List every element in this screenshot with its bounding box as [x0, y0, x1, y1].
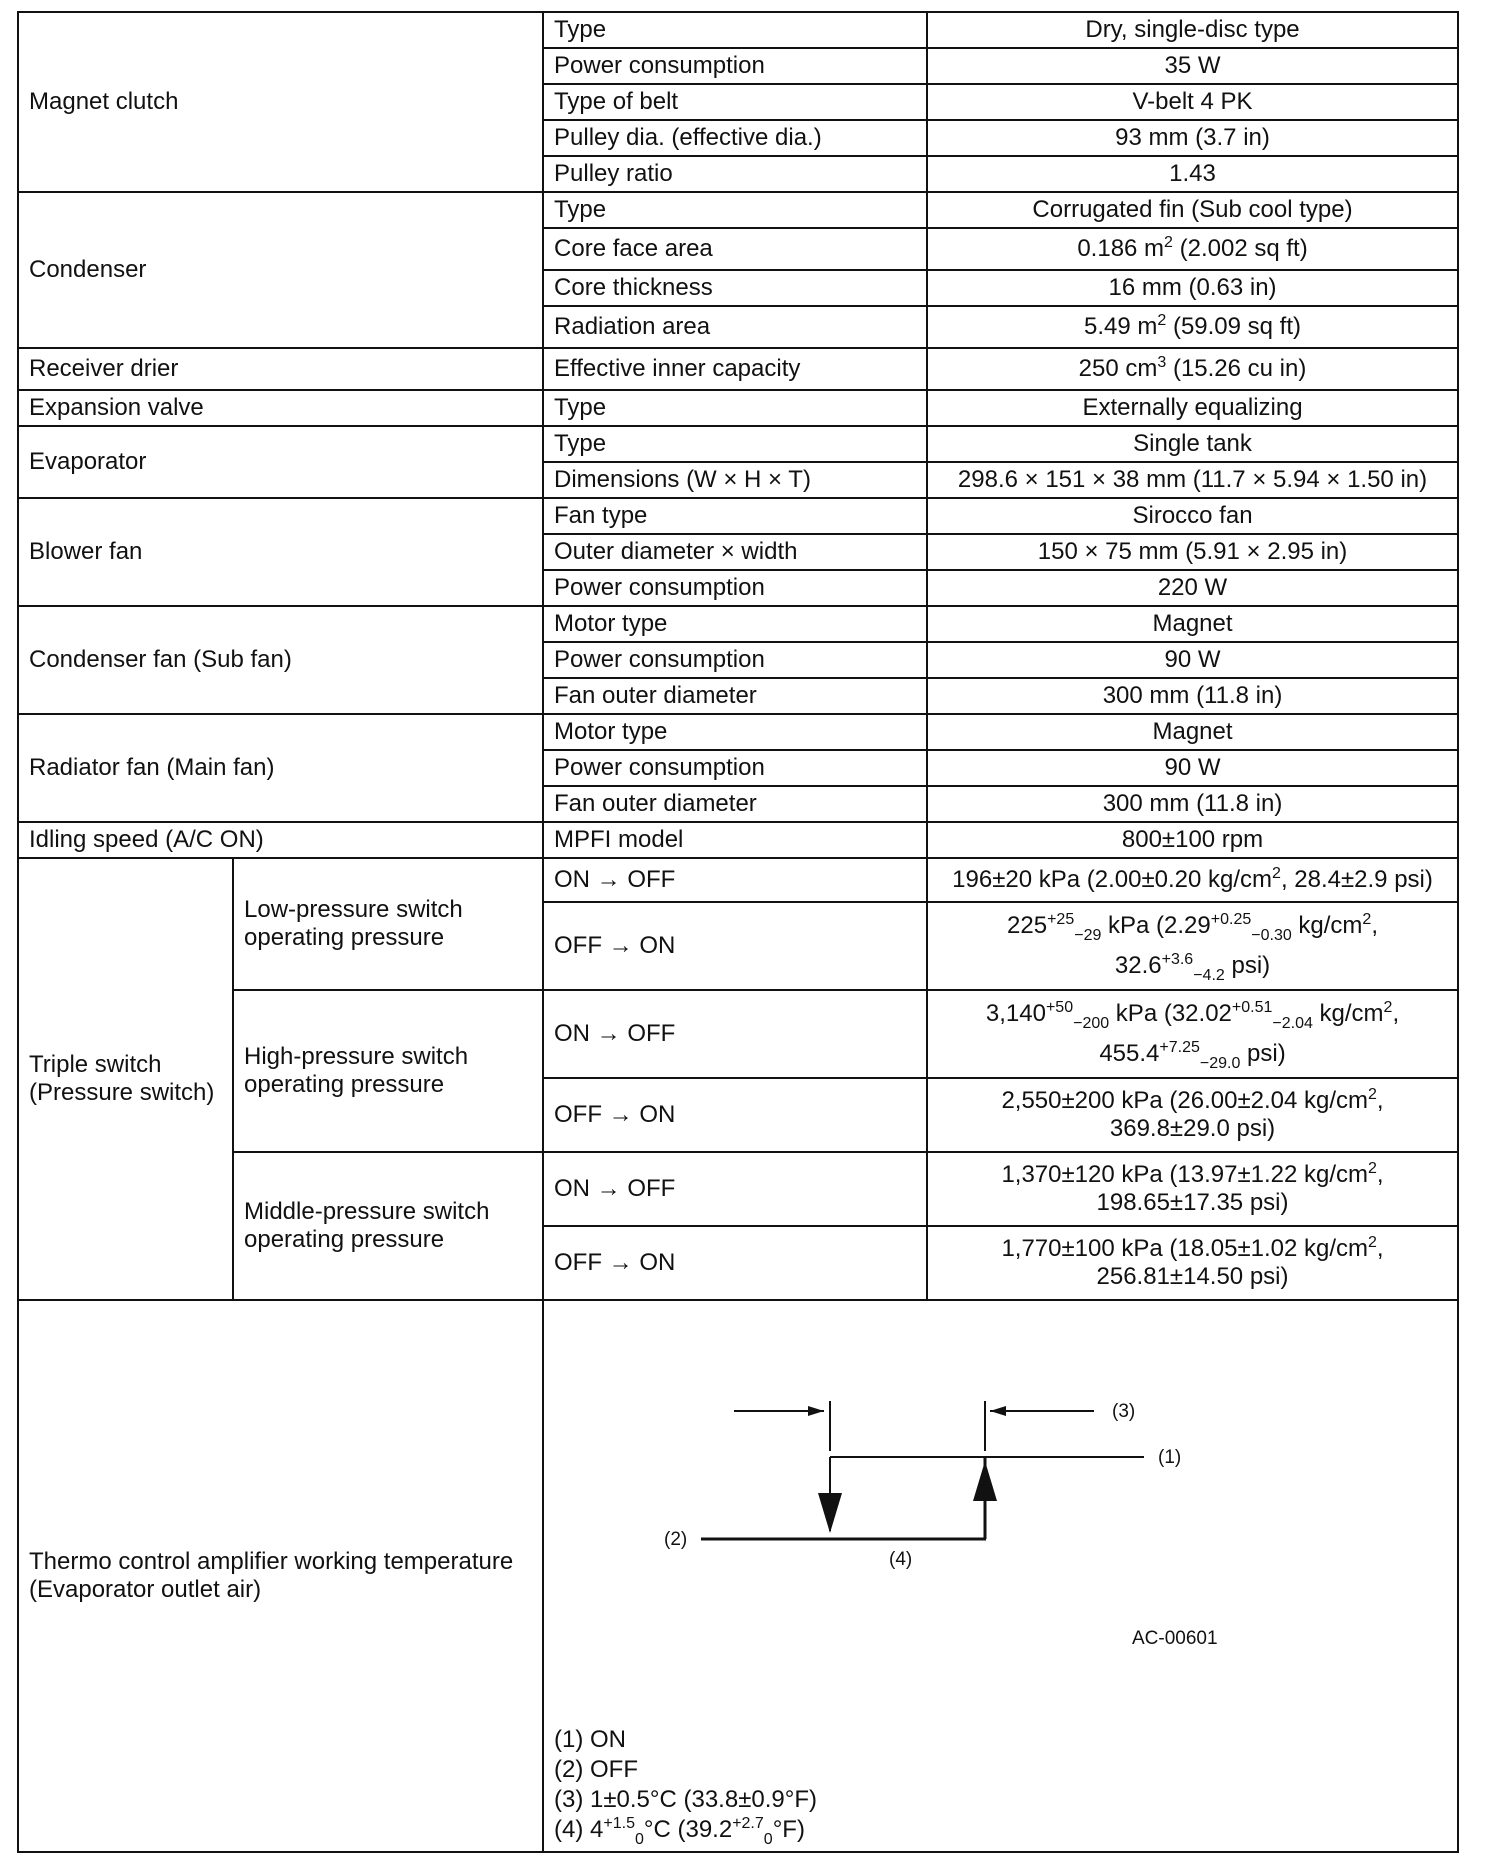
value-cell: 90 W [927, 750, 1458, 786]
label-1: (1) [1158, 1447, 1182, 1468]
param-cell: Motor type [543, 714, 927, 750]
value-cell: Dry, single-disc type [927, 12, 1458, 48]
thermo-diagram-area [554, 1301, 1447, 1721]
value-cell: $225^{+25}_{-29}$ kPa ($2.29^{+0.25}_{-0.30}$ $kg/cm^2$, $32.6^{+3.6}_{-4.2}$ psi) [927, 902, 1458, 990]
value-cell: Sirocco fan [927, 498, 1458, 534]
value-cell: 1,370±120 kPa (13.97±1.22 $kg/cm^2$, 198.65±17.35 psi) [927, 1152, 1458, 1226]
legend-item-off: (2) OFF [554, 1756, 639, 1783]
thermo-hysteresis-diagram [664, 1401, 1254, 1651]
value-cell: 150 × 75 mm (5.91 × 2.95 in) [927, 534, 1458, 570]
value-cell: 300 mm (11.8 in) [927, 786, 1458, 822]
param-cell: Dimensions (W × H × T) [543, 462, 927, 498]
value-cell: 16 mm (0.63 in) [927, 270, 1458, 306]
section-label-condenser-fan: Condenser fan (Sub fan) [18, 606, 543, 714]
section-label-idling-speed: Idling speed (A/C ON) [18, 822, 543, 858]
param-cell: Radiation area [543, 306, 927, 348]
value-cell: 298.6 × 151 × 38 mm (11.7 × 5.94 × 1.50 in) [927, 462, 1458, 498]
value-cell: Magnet [927, 714, 1458, 750]
param-cell: Effective inner capacity [543, 348, 927, 390]
param-cell: Type [543, 390, 927, 426]
section-label-expansion-valve: Expansion valve [18, 390, 543, 426]
value-cell: 1,770±100 kPa (18.05±1.02 $kg/cm^2$, 256.81±14.50 psi) [927, 1226, 1458, 1300]
label-3: (3) [1112, 1401, 1136, 1422]
thermo-legend [554, 1725, 1447, 1848]
param-cell: Fan type [543, 498, 927, 534]
section-label-evaporator: Evaporator [18, 426, 543, 498]
value-cell: Corrugated fin (Sub cool type) [927, 192, 1458, 228]
value-cell: Externally equalizing [927, 390, 1458, 426]
param-cell: MPFI model [543, 822, 927, 858]
ac-specifications-table [17, 11, 1459, 1853]
param-cell: Power consumption [543, 48, 927, 84]
param-cell: Power consumption [543, 642, 927, 678]
param-cell: Core thickness [543, 270, 927, 306]
param-cell: Power consumption [543, 750, 927, 786]
label-4: (4) [889, 1549, 913, 1570]
param-cell: Type [543, 12, 927, 48]
up-arrow [973, 1461, 997, 1501]
param-cell: ON → OFF [543, 990, 927, 1078]
param-cell: Outer diameter × width [543, 534, 927, 570]
value-cell: 300 mm (11.8 in) [927, 678, 1458, 714]
value-cell: 0.186 $m^2$ (2.002 sq ft) [927, 228, 1458, 270]
figure-id: AC-00601 [1132, 1628, 1218, 1649]
value-cell: 220 W [927, 570, 1458, 606]
param-cell: Power consumption [543, 570, 927, 606]
param-cell: Type [543, 426, 927, 462]
value-cell: 93 mm (3.7 in) [927, 120, 1458, 156]
section-label-triple-switch: Triple switch (Pressure switch) [18, 858, 233, 1300]
section-label-receiver-drier: Receiver drier [18, 348, 543, 390]
param-cell: Type of belt [543, 84, 927, 120]
section-label-blower-fan: Blower fan [18, 498, 543, 606]
dim-arrow-left [808, 1406, 824, 1416]
param-cell: ON → OFF [543, 1152, 927, 1226]
section-label-condenser: Condenser [18, 192, 543, 348]
label-2: (2) [664, 1529, 688, 1550]
legend-item-hysteresis: (3) 1±0.5°C (33.8±0.9°F) [554, 1786, 817, 1813]
section-label-magnet-clutch: Magnet clutch [18, 12, 543, 192]
value-cell: 800±100 rpm [927, 822, 1458, 858]
legend-item-on: (1) ON [554, 1726, 627, 1753]
value-cell: 250 $cm^3$ (15.26 cu in) [927, 348, 1458, 390]
value-cell: Single tank [927, 426, 1458, 462]
sub-label-low-pressure: Low-pressure switch operating pressure [233, 858, 543, 990]
dim-arrow-right [990, 1406, 1006, 1416]
param-cell: ON → OFF [543, 858, 927, 902]
value-cell: $3,140^{+50}_{-200}$ kPa ($32.02^{+0.51}_{-2.04}$ $kg/cm^2$, $455.4^{+7.25}_{-29.0}$ psi) [927, 990, 1458, 1078]
value-cell: 35 W [927, 48, 1458, 84]
value-cell: V-belt 4 PK [927, 84, 1458, 120]
sub-label-high-pressure: High-pressure switch operating pressure [233, 990, 543, 1152]
param-cell: Fan outer diameter [543, 678, 927, 714]
param-cell: Pulley ratio [543, 156, 927, 192]
param-cell: OFF → ON [543, 902, 927, 990]
value-cell: 2,550±200 kPa (26.00±2.04 $kg/cm^2$, 369.8±29.0 psi) [927, 1078, 1458, 1152]
down-arrow [818, 1493, 842, 1533]
param-cell: OFF → ON [543, 1078, 927, 1152]
value-cell: 1.43 [927, 156, 1458, 192]
section-label-thermo-control: Thermo control amplifier working temperature (Evaporator outlet air) [18, 1300, 543, 1852]
param-cell: Core face area [543, 228, 927, 270]
thermo-diagram-cell [543, 1300, 1458, 1852]
value-cell: 196±20 kPa (2.00±0.20 $kg/cm^2$, 28.4±2.9 psi) [927, 858, 1458, 902]
param-cell: OFF → ON [543, 1226, 927, 1300]
value-cell: 5.49 $m^2$ (59.09 sq ft) [927, 306, 1458, 348]
param-cell: Motor type [543, 606, 927, 642]
param-cell: Pulley dia. (effective dia.) [543, 120, 927, 156]
param-cell: Type [543, 192, 927, 228]
legend-item-setpoint: (4) $4^{+1.5}_0^\circ C$ $(39.2^{+2.7}_0^\circ F)$ [554, 1815, 805, 1848]
value-cell: 90 W [927, 642, 1458, 678]
sub-label-middle-pressure: Middle-pressure switch operating pressure [233, 1152, 543, 1300]
param-cell: Fan outer diameter [543, 786, 927, 822]
section-label-radiator-fan: Radiator fan (Main fan) [18, 714, 543, 822]
value-cell: Magnet [927, 606, 1458, 642]
